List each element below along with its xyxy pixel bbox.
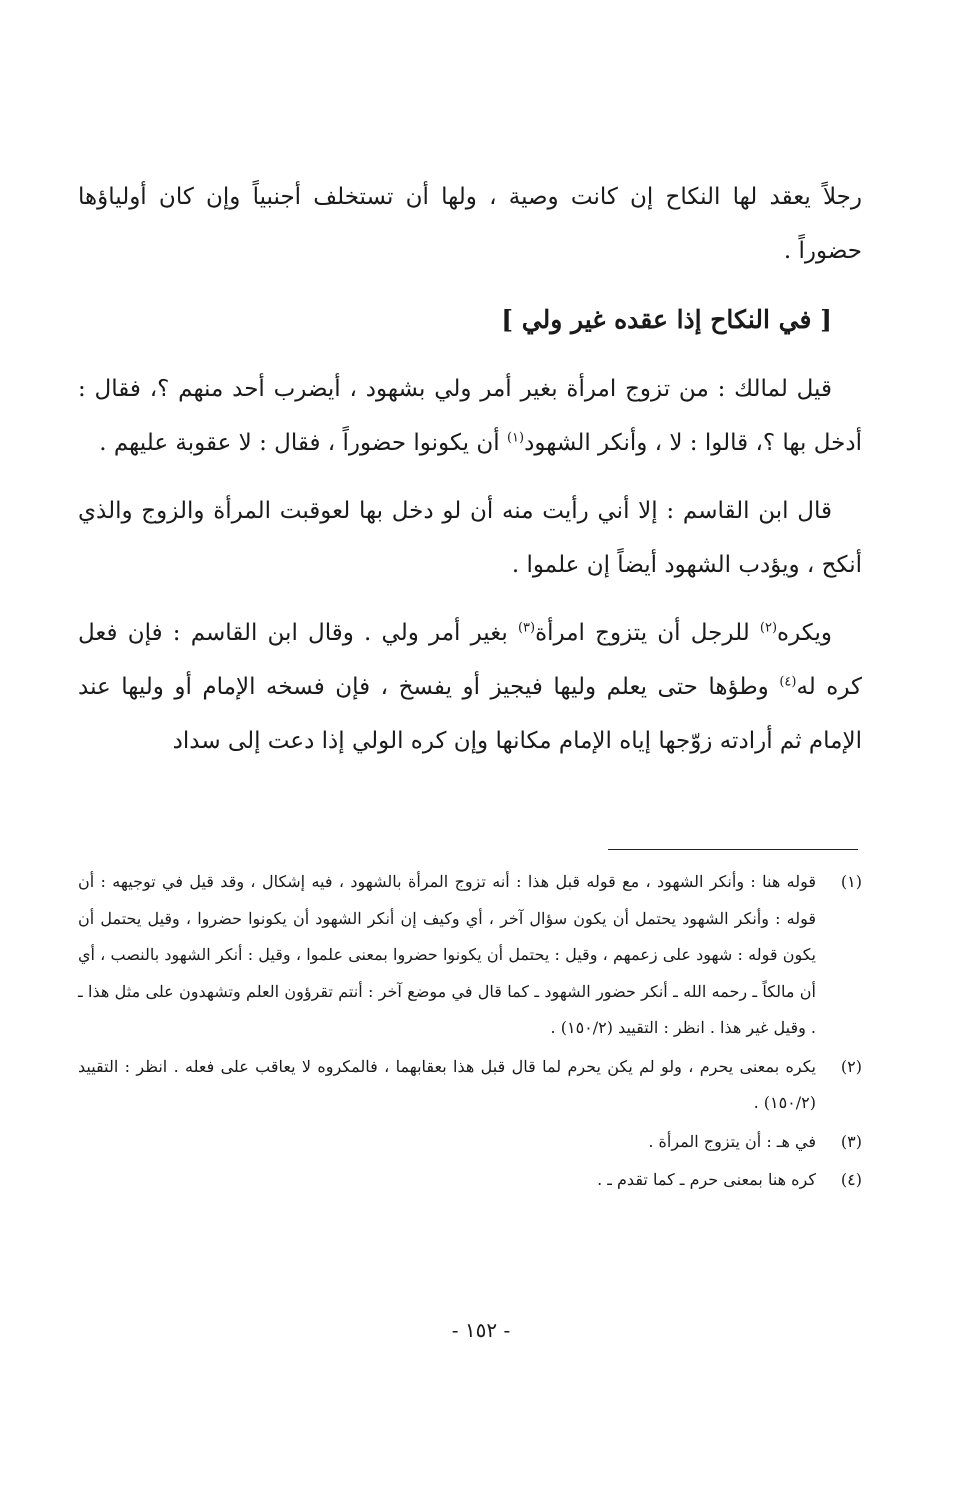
paragraph-2-text-a: قيل لمالك : من تزوج امرأة بغير أمر ولي بشهود ، أيضرب أحد منهم ؟، فقال : أدخل بها ؟، قالوا : لا ، وأنكر الشهود [78, 376, 862, 456]
footnote-ref-2: (٢) [759, 620, 778, 636]
footnote-4 [78, 1162, 862, 1199]
paragraph-4-text-d: وطؤها حتى يعلم وليها فيجيز أو يفسخ ، فإن فسخه الإمام أو وليها عند الإمام ثم أرادته زوّجها إياه الإمام مكانها وإن كره الولي إذا دعت إلى سداد [78, 674, 862, 754]
footnote-2 [78, 1049, 862, 1122]
footnote-ref-1: (١) [506, 430, 525, 446]
footnote-ref-3: (٣) [517, 620, 536, 636]
footnote-text: كره هنا بمعنى حرم ـ كما تقدم ـ . [597, 1170, 816, 1189]
paragraph-2-text-b: أن يكونوا حضوراً ، فقال : لا عقوبة عليهم . [99, 430, 507, 456]
footnote-text: يكره بمعنى يحرم ، ولو لم يكن يحرم لما قال قبل هذا بعقابهما ، فالمكروه لا يعاقب على فعله . انظر : التقييد (١٥٠/٢) . [78, 1056, 817, 1112]
paragraph-2 [78, 362, 862, 470]
main-text [78, 170, 862, 782]
footnote-text: في هـ : أن يتزوج المرأة . [648, 1131, 816, 1151]
footnotes [78, 864, 862, 1201]
paragraph-1-text: رجلاً يعقد لها النكاح إن كانت وصية ، ولها أن تستخلف أجنبياً وإن كان أولياؤها حضوراً . [78, 184, 862, 264]
footnote-ref-4: (٤) [779, 674, 797, 690]
paragraph-3-text: قال ابن القاسم : إلا أني رأيت منه أن لو دخل بها لعوقبت المرأة والزوج والذي أنكح ، ويؤدب الشهود أيضاً إن علموا . [78, 498, 862, 578]
footnote-number: (٤) [840, 1170, 862, 1189]
footnote-number: (٢) [840, 1056, 862, 1076]
footnote-number: (٣) [840, 1131, 862, 1151]
page-number: - ١٥٢ - [451, 1318, 511, 1342]
footnote-3 [78, 1124, 862, 1161]
paragraph-4 [78, 606, 862, 768]
footnote-number: (١) [840, 872, 862, 891]
paragraph-3 [78, 484, 862, 592]
footnote-text: قوله هنا : وأنكر الشهود ، مع قوله قبل هذا : أنه تزوج المرأة بالشهود ، فيه إشكال ، وقد قيل في توجيهه : أن قوله : وأنكر الشهود يحتمل أن يكون سؤال آخر ، أي وكيف إن أنكر الشهود أن يكونوا حضروا ، وقيل يحتمل أن يكون قوله : شهود على زعمهم ، وقيل : يحتمل أن يكونوا حضروا بمعنى علموا ، وقيل : أنكر الشهود بالنصب ، أي أن مالكاً ـ رحمه الله ـ أنكر حضور الشهود ـ كما قال في موضع آخر : أنتم تقرؤون العلم وتشهدون على مثل هذا ـ . وقيل غير هذا . انظر : التقييد (١٥٠/٢) . [78, 872, 816, 1037]
paragraph-4-text-c: بغير أمر ولي . وقال ابن القاسم : فإن فعل كره له [78, 620, 862, 700]
footnote-separator [608, 849, 858, 850]
section-heading: [ في النكاح إذا عقده غير ولي ] [501, 305, 832, 334]
paragraph-4-text-b: للرجل أن يتزوج امرأة [535, 620, 760, 646]
footnote-1 [78, 864, 862, 1047]
paragraph-1 [78, 170, 862, 278]
paragraph-4-text-a: ويكره [777, 620, 832, 646]
